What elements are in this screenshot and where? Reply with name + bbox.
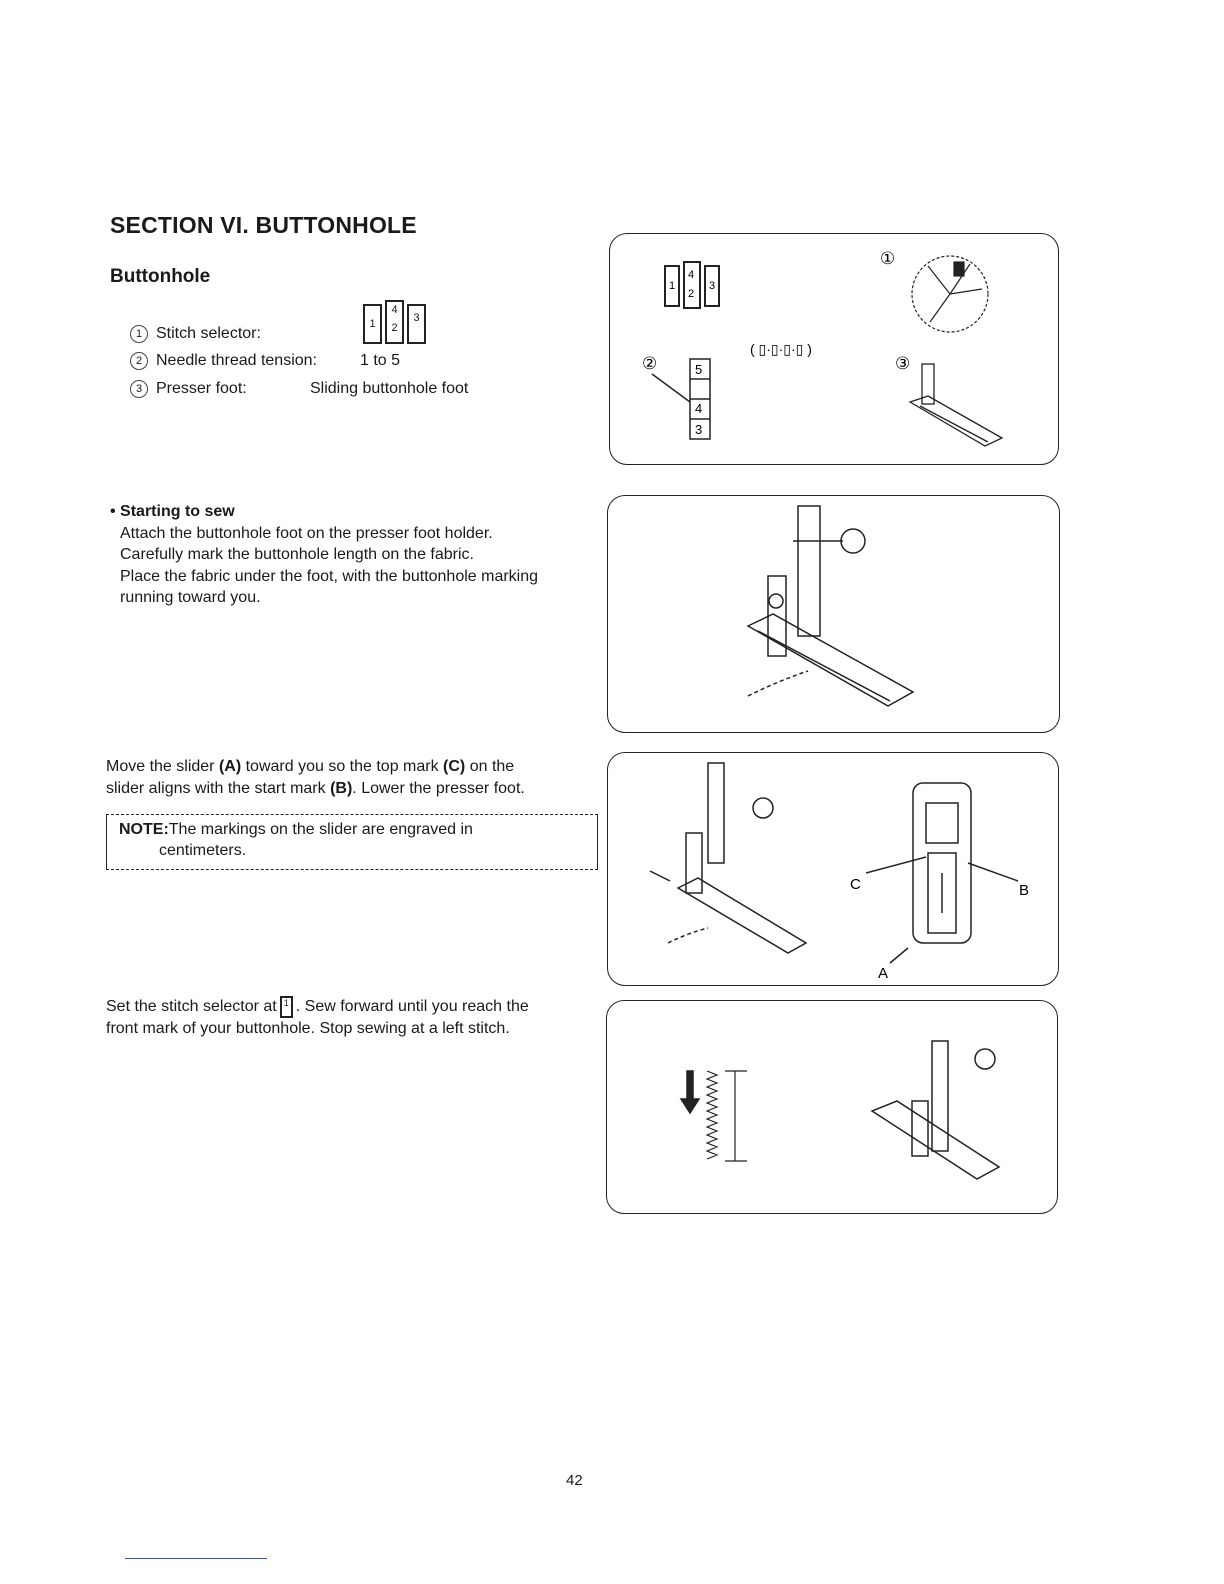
down-arrow-icon (681, 1071, 699, 1113)
selector-box-1: 1 (363, 304, 382, 344)
figure-settings-panel (609, 233, 1059, 465)
spec-presser-foot (130, 380, 247, 398)
buttonhole-foot-icon (748, 614, 913, 706)
starting-line: Attach the buttonhole foot on the presser foot holder. (120, 524, 493, 542)
callout-3: ③ (895, 354, 911, 373)
selector-box-42: 4 2 (385, 300, 404, 344)
sew-paragraph: Set the stitch selector at 1 . Sew forward until you reach the front mark of your buttonhole. Stop sewing at a left stitch. (106, 998, 529, 1037)
spec-label: Needle thread tension: (156, 352, 317, 370)
stitch-selector-icon (363, 300, 426, 344)
spec-value-tension: 1 to 5 (360, 352, 401, 369)
label-B: B (1019, 882, 1030, 899)
starting-heading: • Starting to sew (110, 503, 235, 520)
buttonhole-foot-icon (910, 364, 1002, 446)
svg-text:4: 4 (688, 269, 695, 281)
label-C: C (850, 876, 861, 893)
sew-forward-illustration (607, 1001, 1057, 1213)
buttonhole-stitch-icon (707, 1071, 747, 1161)
stitch-dial-icon (912, 256, 988, 332)
spec-stitch-selector (130, 325, 261, 343)
presser-bar (798, 506, 820, 636)
svg-text:2: 2 (688, 288, 695, 300)
screw-icon (769, 594, 783, 608)
bottom-rule (125, 1558, 267, 1559)
attach-foot-illustration (608, 496, 1059, 732)
callout-2: ② (642, 354, 658, 373)
callout-1: ① (880, 249, 896, 268)
spec-label: Presser foot: (156, 380, 247, 398)
selector-box-3: 3 (407, 304, 426, 344)
note-line2: centimeters. (159, 842, 247, 859)
slider-paragraph: Move the slider (A) toward you so the top mark (C) on the slider aligns with the start mark (B). Lower the presser foot. (106, 758, 525, 797)
subsection-title: Buttonhole (110, 266, 211, 287)
slider-illustration (608, 753, 1058, 985)
settings-illustration (610, 234, 1058, 464)
svg-text:4: 4 (695, 401, 703, 416)
leader-C (866, 857, 926, 873)
buttonhole-foot-icon (872, 1101, 999, 1179)
svg-text:5: 5 (695, 362, 703, 377)
spec-needle-tension (130, 352, 317, 370)
section-title: SECTION VI. BUTTONHOLE (110, 212, 417, 238)
figure-attach-foot-panel (607, 495, 1060, 733)
leader-A (890, 948, 908, 963)
page-number: 42 (566, 1472, 583, 1489)
svg-text:1: 1 (669, 280, 676, 292)
buttonhole-foot-icon (678, 878, 806, 953)
leader-B (968, 863, 1018, 881)
note-line1: The markings on the slider are engraved in (168, 821, 473, 838)
spec-label: Stitch selector: (156, 325, 261, 343)
figure-sew-panel (606, 1000, 1058, 1214)
slider-plate (913, 783, 971, 943)
svg-text:3: 3 (695, 422, 703, 437)
starting-to-sew-block (110, 501, 538, 609)
circled-number-icon: 2 (130, 352, 148, 370)
circled-number-icon: 1 (130, 325, 148, 343)
circled-number-icon: 3 (130, 380, 148, 398)
figure-slider-panel (607, 752, 1059, 986)
svg-text:3: 3 (709, 280, 716, 292)
starting-line: running toward you. (120, 589, 261, 606)
arrow-icon (650, 871, 670, 881)
starting-line: Place the fabric under the foot, with the buttonhole marking (120, 567, 539, 585)
sequence-text: ( ▯·▯·▯·▯ ) (750, 341, 812, 357)
stitch-selector-icon: 1 (280, 996, 293, 1018)
note-label: NOTE: (119, 821, 169, 838)
spec-value-presser-foot: Sliding buttonhole foot (310, 380, 469, 397)
note-box (106, 814, 598, 870)
label-A: A (878, 965, 889, 982)
starting-line: Carefully mark the buttonhole length on the fabric. (120, 546, 474, 563)
